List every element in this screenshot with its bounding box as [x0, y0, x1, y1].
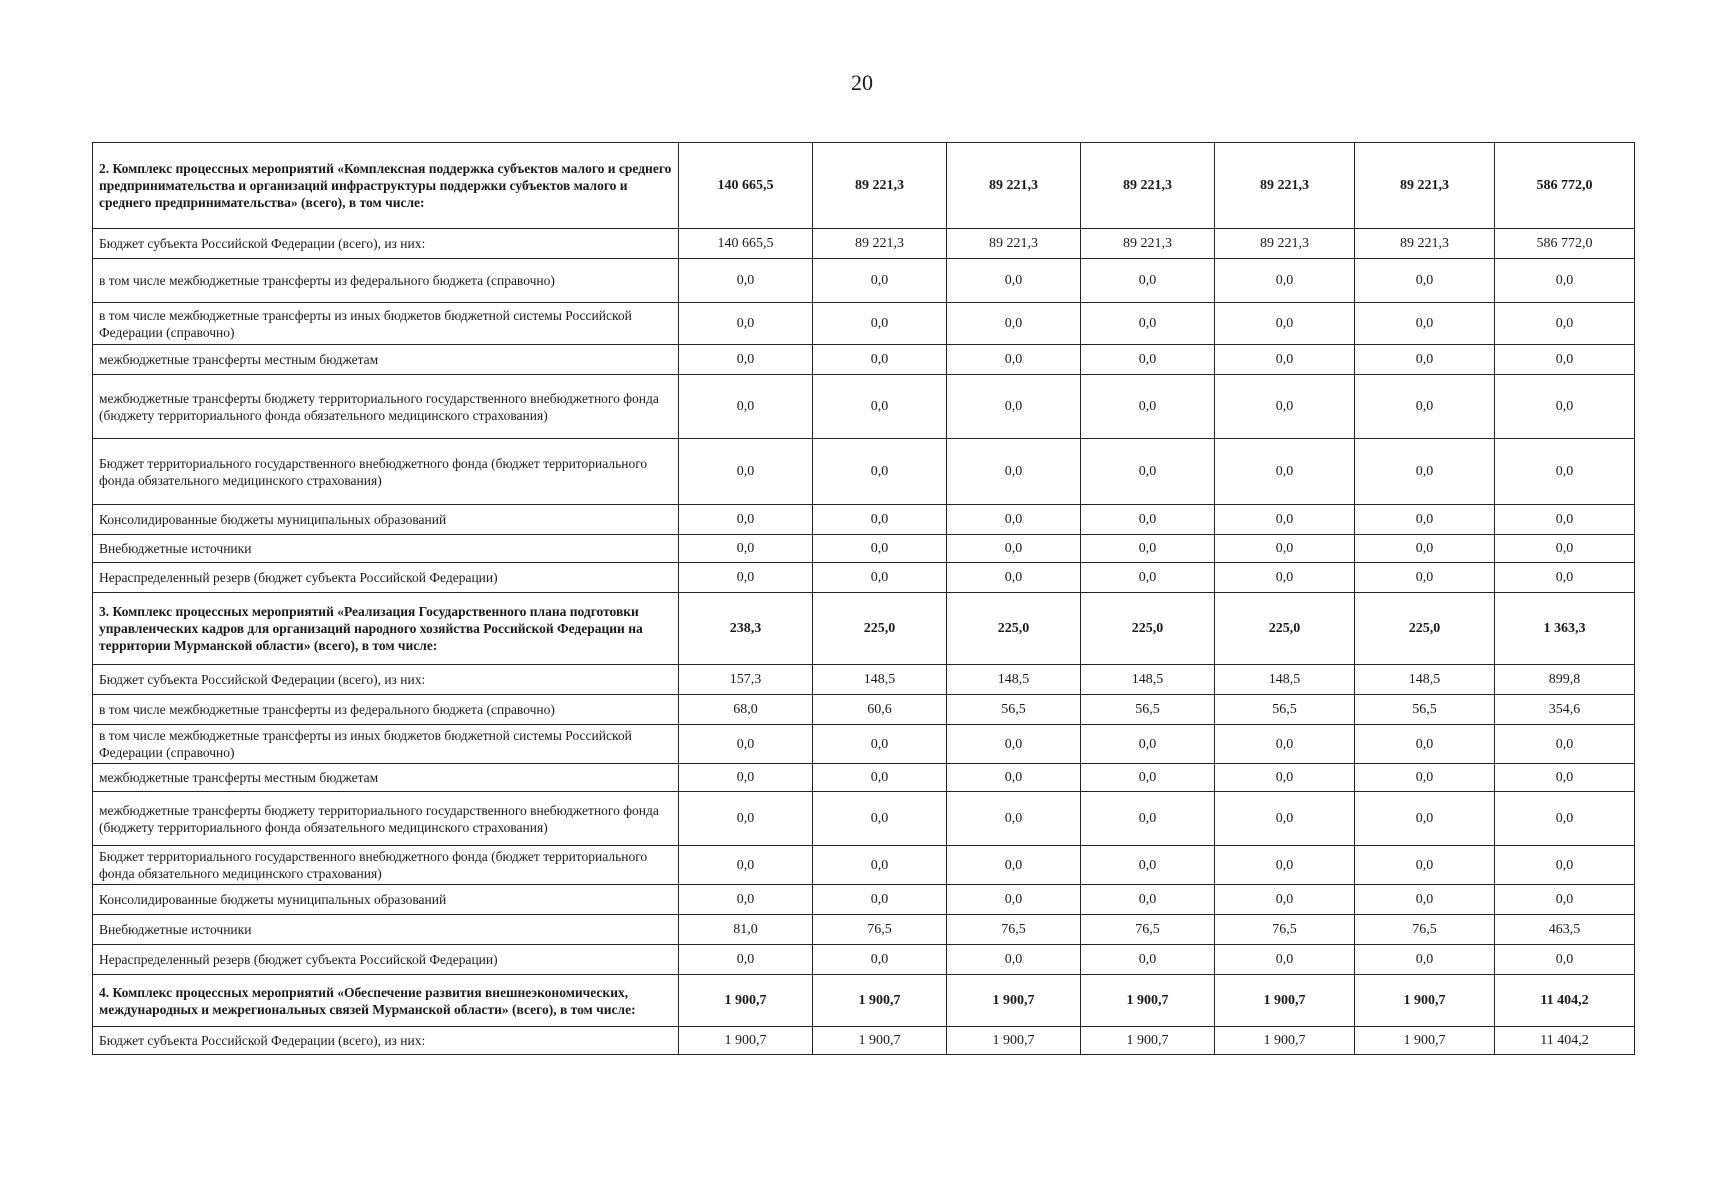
- row-value-cell: 0,0: [679, 792, 813, 846]
- budget-table: [92, 142, 1635, 1055]
- table-row: [93, 885, 1635, 915]
- row-value-cell: 0,0: [1355, 764, 1495, 792]
- row-value-cell: 140 665,5: [679, 143, 813, 229]
- row-value-cell: 238,3: [679, 593, 813, 665]
- row-value-cell: 0,0: [813, 945, 947, 975]
- row-label: Бюджет субъекта Российской Федерации (всего), из них:: [93, 665, 679, 695]
- table-row: [93, 846, 1635, 885]
- row-value-cell: 1 900,7: [1215, 1027, 1355, 1055]
- row-value-cell: 0,0: [1081, 345, 1215, 375]
- row-value-cell: 0,0: [813, 725, 947, 764]
- row-value-cell: 0,0: [813, 259, 947, 303]
- table-row: [93, 725, 1635, 764]
- row-value-cell: 0,0: [1081, 303, 1215, 345]
- row-value-cell: 56,5: [947, 695, 1081, 725]
- row-value-cell: 0,0: [1081, 259, 1215, 303]
- row-label: межбюджетные трансферты бюджету территориального государственного внебюджетного фонда (бюджету территориального фонда обязательного медицинского страхования): [93, 792, 679, 846]
- row-value-cell: 0,0: [1355, 439, 1495, 505]
- row-value-cell: 0,0: [947, 259, 1081, 303]
- row-value-cell: 1 900,7: [947, 975, 1081, 1027]
- row-value-cell: 0,0: [1355, 563, 1495, 593]
- table-row: [93, 764, 1635, 792]
- row-value-cell: 0,0: [679, 345, 813, 375]
- row-value-cell: 0,0: [1355, 535, 1495, 563]
- row-value-cell: 0,0: [679, 846, 813, 885]
- row-label: Консолидированные бюджеты муниципальных образований: [93, 885, 679, 915]
- row-value-cell: 0,0: [1081, 535, 1215, 563]
- row-total-cell: 0,0: [1495, 535, 1635, 563]
- row-value-cell: 0,0: [1215, 505, 1355, 535]
- row-value-cell: 0,0: [679, 563, 813, 593]
- row-value-cell: 0,0: [813, 505, 947, 535]
- row-label: Внебюджетные источники: [93, 535, 679, 563]
- table-row: [93, 792, 1635, 846]
- row-total-cell: 586 772,0: [1495, 143, 1635, 229]
- row-total-cell: 0,0: [1495, 885, 1635, 915]
- row-label: межбюджетные трансферты местным бюджетам: [93, 764, 679, 792]
- row-value-cell: 0,0: [679, 375, 813, 439]
- row-value-cell: 56,5: [1355, 695, 1495, 725]
- table-row: [93, 915, 1635, 945]
- row-value-cell: 0,0: [947, 563, 1081, 593]
- row-value-cell: 0,0: [679, 505, 813, 535]
- row-value-cell: 89 221,3: [813, 143, 947, 229]
- row-total-cell: 0,0: [1495, 792, 1635, 846]
- table-body: [93, 143, 1635, 1055]
- row-label: межбюджетные трансферты местным бюджетам: [93, 345, 679, 375]
- row-value-cell: 0,0: [679, 885, 813, 915]
- row-value-cell: 89 221,3: [947, 143, 1081, 229]
- row-value-cell: 89 221,3: [1355, 143, 1495, 229]
- row-value-cell: 0,0: [1215, 259, 1355, 303]
- row-value-cell: 0,0: [1081, 375, 1215, 439]
- row-value-cell: 0,0: [1215, 764, 1355, 792]
- row-value-cell: 0,0: [1081, 846, 1215, 885]
- row-label: в том числе межбюджетные трансферты из федерального бюджета (справочно): [93, 695, 679, 725]
- row-value-cell: 89 221,3: [1355, 229, 1495, 259]
- row-value-cell: 89 221,3: [947, 229, 1081, 259]
- row-value-cell: 89 221,3: [1215, 143, 1355, 229]
- row-label: Консолидированные бюджеты муниципальных образований: [93, 505, 679, 535]
- table-row: [93, 665, 1635, 695]
- row-value-cell: 0,0: [1081, 885, 1215, 915]
- row-total-cell: 0,0: [1495, 764, 1635, 792]
- row-label: Бюджет субъекта Российской Федерации (всего), из них:: [93, 229, 679, 259]
- row-value-cell: 0,0: [1081, 725, 1215, 764]
- row-total-cell: 1 363,3: [1495, 593, 1635, 665]
- row-value-cell: 0,0: [1081, 792, 1215, 846]
- row-label: Бюджет субъекта Российской Федерации (всего), из них:: [93, 1027, 679, 1055]
- row-value-cell: 0,0: [679, 535, 813, 563]
- row-value-cell: 1 900,7: [679, 975, 813, 1027]
- row-value-cell: 1 900,7: [1081, 1027, 1215, 1055]
- row-total-cell: 354,6: [1495, 695, 1635, 725]
- row-label: межбюджетные трансферты бюджету территориального государственного внебюджетного фонда (бюджету территориального фонда обязательного медицинского страхования): [93, 375, 679, 439]
- row-total-cell: 0,0: [1495, 505, 1635, 535]
- row-value-cell: 0,0: [947, 725, 1081, 764]
- row-total-cell: 463,5: [1495, 915, 1635, 945]
- row-value-cell: 1 900,7: [679, 1027, 813, 1055]
- row-value-cell: 0,0: [1355, 505, 1495, 535]
- row-label: Нераспределенный резерв (бюджет субъекта Российской Федерации): [93, 945, 679, 975]
- row-label: 3. Комплекс процессных мероприятий «Реализация Государственного плана подготовки управленческих кадров для организаций народного хозяйства Российской Федерации на территории Мурманской области» (всего), в том числе:: [93, 593, 679, 665]
- table-section-row: [93, 143, 1635, 229]
- row-value-cell: 0,0: [947, 535, 1081, 563]
- table-row: [93, 375, 1635, 439]
- row-value-cell: 225,0: [1355, 593, 1495, 665]
- row-value-cell: 0,0: [679, 303, 813, 345]
- row-value-cell: 148,5: [813, 665, 947, 695]
- row-value-cell: 0,0: [1355, 885, 1495, 915]
- row-value-cell: 76,5: [1355, 915, 1495, 945]
- row-value-cell: 0,0: [1355, 345, 1495, 375]
- row-value-cell: 148,5: [1215, 665, 1355, 695]
- row-value-cell: 0,0: [947, 439, 1081, 505]
- row-value-cell: 0,0: [947, 945, 1081, 975]
- row-value-cell: 225,0: [1215, 593, 1355, 665]
- row-value-cell: 76,5: [813, 915, 947, 945]
- row-value-cell: 0,0: [947, 885, 1081, 915]
- row-value-cell: 0,0: [1215, 725, 1355, 764]
- row-value-cell: 89 221,3: [813, 229, 947, 259]
- row-total-cell: 899,8: [1495, 665, 1635, 695]
- table-section-row: [93, 593, 1635, 665]
- page-number: 20: [851, 70, 873, 95]
- row-value-cell: 225,0: [1081, 593, 1215, 665]
- row-label: Бюджет территориального государственного внебюджетного фонда (бюджет территориального фонда обязательного медицинского страхования): [93, 846, 679, 885]
- row-value-cell: 0,0: [679, 259, 813, 303]
- row-value-cell: 1 900,7: [813, 1027, 947, 1055]
- row-value-cell: 1 900,7: [813, 975, 947, 1027]
- row-value-cell: 0,0: [1215, 375, 1355, 439]
- row-value-cell: 0,0: [1215, 846, 1355, 885]
- row-total-cell: 11 404,2: [1495, 1027, 1635, 1055]
- row-value-cell: 0,0: [813, 764, 947, 792]
- row-total-cell: 0,0: [1495, 345, 1635, 375]
- row-value-cell: 0,0: [1215, 792, 1355, 846]
- row-label: в том числе межбюджетные трансферты из иных бюджетов бюджетной системы Российской Федерации (справочно): [93, 303, 679, 345]
- row-total-cell: 0,0: [1495, 945, 1635, 975]
- row-value-cell: 60,6: [813, 695, 947, 725]
- row-value-cell: 0,0: [1215, 885, 1355, 915]
- row-value-cell: 0,0: [1081, 505, 1215, 535]
- row-value-cell: 0,0: [1081, 439, 1215, 505]
- row-value-cell: 0,0: [813, 375, 947, 439]
- table-row: [93, 535, 1635, 563]
- row-value-cell: 0,0: [1355, 945, 1495, 975]
- row-value-cell: 0,0: [813, 345, 947, 375]
- row-value-cell: 0,0: [947, 792, 1081, 846]
- row-value-cell: 225,0: [813, 593, 947, 665]
- row-value-cell: 0,0: [813, 846, 947, 885]
- row-label: Нераспределенный резерв (бюджет субъекта Российской Федерации): [93, 563, 679, 593]
- table-row: [93, 945, 1635, 975]
- row-value-cell: 0,0: [813, 792, 947, 846]
- row-value-cell: 0,0: [1215, 945, 1355, 975]
- row-value-cell: 140 665,5: [679, 229, 813, 259]
- row-value-cell: 0,0: [947, 764, 1081, 792]
- row-value-cell: 0,0: [1355, 846, 1495, 885]
- row-value-cell: 0,0: [1215, 563, 1355, 593]
- row-total-cell: 0,0: [1495, 303, 1635, 345]
- row-label: Внебюджетные источники: [93, 915, 679, 945]
- row-value-cell: 76,5: [1081, 915, 1215, 945]
- row-label: в том числе межбюджетные трансферты из иных бюджетов бюджетной системы Российской Федерации (справочно): [93, 725, 679, 764]
- row-value-cell: 1 900,7: [1081, 975, 1215, 1027]
- row-value-cell: 0,0: [1215, 439, 1355, 505]
- row-value-cell: 0,0: [679, 945, 813, 975]
- row-label: 2. Комплекс процессных мероприятий «Комплексная поддержка субъектов малого и среднего предпринимательства и организаций инфраструктуры поддержки субъектов малого и среднего предпринимательства» (всего), в том числе:: [93, 143, 679, 229]
- row-value-cell: 1 900,7: [1355, 1027, 1495, 1055]
- row-value-cell: 0,0: [679, 725, 813, 764]
- row-value-cell: 225,0: [947, 593, 1081, 665]
- row-value-cell: 0,0: [947, 505, 1081, 535]
- row-value-cell: 56,5: [1215, 695, 1355, 725]
- row-total-cell: 11 404,2: [1495, 975, 1635, 1027]
- table-row: [93, 303, 1635, 345]
- row-value-cell: 0,0: [1081, 764, 1215, 792]
- table-row: [93, 259, 1635, 303]
- table-row: [93, 345, 1635, 375]
- row-value-cell: 0,0: [1215, 303, 1355, 345]
- row-value-cell: 0,0: [1355, 792, 1495, 846]
- row-value-cell: 0,0: [947, 846, 1081, 885]
- row-label: в том числе межбюджетные трансферты из федерального бюджета (справочно): [93, 259, 679, 303]
- row-total-cell: 0,0: [1495, 725, 1635, 764]
- row-value-cell: 1 900,7: [1355, 975, 1495, 1027]
- table-row: [93, 563, 1635, 593]
- row-value-cell: 0,0: [947, 303, 1081, 345]
- row-total-cell: 586 772,0: [1495, 229, 1635, 259]
- table-row: [93, 229, 1635, 259]
- row-value-cell: 0,0: [679, 764, 813, 792]
- row-value-cell: 89 221,3: [1081, 229, 1215, 259]
- row-value-cell: 0,0: [947, 375, 1081, 439]
- row-value-cell: 0,0: [1355, 259, 1495, 303]
- row-value-cell: 0,0: [1355, 725, 1495, 764]
- row-value-cell: 1 900,7: [947, 1027, 1081, 1055]
- row-value-cell: 0,0: [1081, 945, 1215, 975]
- row-value-cell: 0,0: [1215, 345, 1355, 375]
- row-value-cell: 0,0: [813, 885, 947, 915]
- row-label: 4. Комплекс процессных мероприятий «Обеспечение развития внешнеэкономических, международных и межрегиональных связей Мурманской области» (всего), в том числе:: [93, 975, 679, 1027]
- row-value-cell: 157,3: [679, 665, 813, 695]
- table-row: [93, 505, 1635, 535]
- row-value-cell: 0,0: [1355, 303, 1495, 345]
- row-value-cell: 81,0: [679, 915, 813, 945]
- row-value-cell: 0,0: [1081, 563, 1215, 593]
- row-value-cell: 0,0: [813, 303, 947, 345]
- row-value-cell: 0,0: [813, 439, 947, 505]
- row-value-cell: 148,5: [1355, 665, 1495, 695]
- row-total-cell: 0,0: [1495, 563, 1635, 593]
- row-value-cell: 0,0: [813, 535, 947, 563]
- row-value-cell: 0,0: [679, 439, 813, 505]
- row-value-cell: 56,5: [1081, 695, 1215, 725]
- row-value-cell: 76,5: [1215, 915, 1355, 945]
- row-value-cell: 89 221,3: [1215, 229, 1355, 259]
- row-value-cell: 0,0: [1215, 535, 1355, 563]
- row-value-cell: 76,5: [947, 915, 1081, 945]
- row-value-cell: 89 221,3: [1081, 143, 1215, 229]
- row-value-cell: 0,0: [947, 345, 1081, 375]
- row-value-cell: 0,0: [1355, 375, 1495, 439]
- row-value-cell: 1 900,7: [1215, 975, 1355, 1027]
- row-value-cell: 68,0: [679, 695, 813, 725]
- row-total-cell: 0,0: [1495, 375, 1635, 439]
- table-row: [93, 439, 1635, 505]
- row-total-cell: 0,0: [1495, 259, 1635, 303]
- row-label: Бюджет территориального государственного внебюджетного фонда (бюджет территориального фонда обязательного медицинского страхования): [93, 439, 679, 505]
- row-value-cell: 0,0: [813, 563, 947, 593]
- row-value-cell: 148,5: [947, 665, 1081, 695]
- table-section-row: [93, 975, 1635, 1027]
- row-total-cell: 0,0: [1495, 846, 1635, 885]
- table-row: [93, 695, 1635, 725]
- row-value-cell: 148,5: [1081, 665, 1215, 695]
- table-row: [93, 1027, 1635, 1055]
- row-total-cell: 0,0: [1495, 439, 1635, 505]
